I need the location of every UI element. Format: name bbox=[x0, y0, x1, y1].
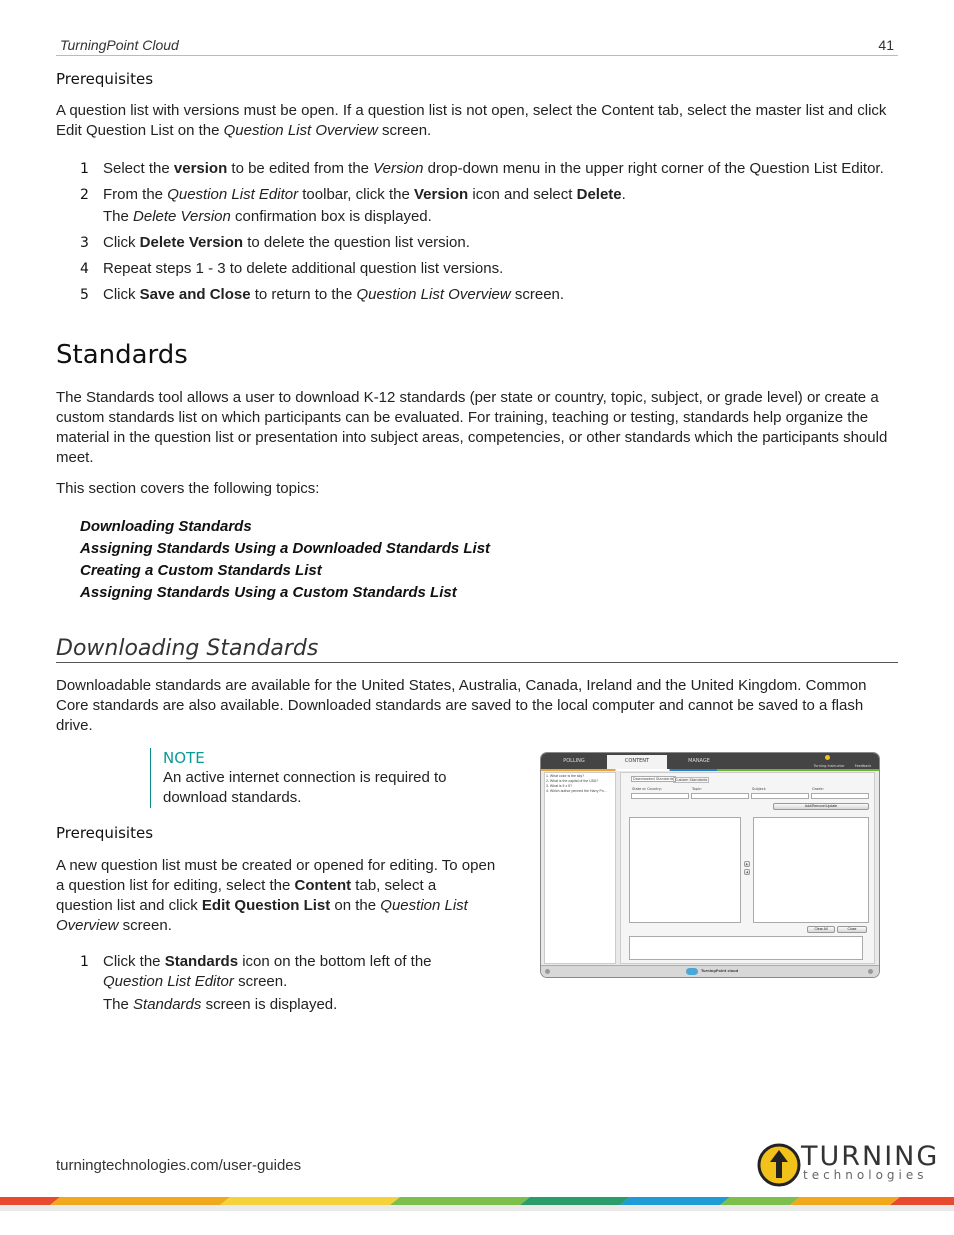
list-item: 4 Repeat steps 1 - 3 to delete additional question list versions. bbox=[80, 260, 504, 277]
list-item: 3 Click Delete Version to delete the question list version. bbox=[80, 234, 470, 251]
list-item: 4. Which author penned the Harry Po... bbox=[546, 789, 607, 793]
list-item: 1. What color is the sky? bbox=[546, 774, 585, 778]
list-item: 2 From the Question List Editor toolbar, click the Version icon and select Delete. The Delete Version confirmation box is displayed. bbox=[80, 186, 626, 225]
running-header-title: TurningPoint Cloud bbox=[60, 37, 179, 53]
delete-version-steps bbox=[80, 158, 900, 310]
topic-dropdown bbox=[691, 793, 749, 799]
tab-manage: MANAGE bbox=[688, 758, 710, 764]
topic-label: Topic: bbox=[692, 787, 702, 791]
state-country-dropdown bbox=[631, 793, 689, 799]
topic-link-assigning-custom[interactable]: Assigning Standards Using a Custom Standards List bbox=[80, 584, 457, 601]
arrow-right-icon: ▸ bbox=[744, 861, 750, 867]
prerequisites-heading-2: Prerequisites bbox=[56, 824, 154, 842]
settings-icon bbox=[545, 969, 550, 974]
prerequisites-heading: Prerequisites bbox=[56, 70, 154, 88]
prerequisites-paragraph: A question list with versions must be open. If a question list is not open, select the Content tab, select the master list and click Edit Question List on the Question List Overview screen. bbox=[56, 102, 887, 139]
note-title: NOTE bbox=[163, 749, 205, 767]
grade-label: Grade: bbox=[812, 787, 824, 791]
tab-custom-standards: Custom Standards bbox=[675, 778, 708, 782]
logo-mark-icon bbox=[757, 1140, 801, 1190]
footer-url: turningtechnologies.com/user-guides bbox=[56, 1157, 302, 1174]
header-divider bbox=[56, 55, 898, 56]
topics-list bbox=[80, 516, 490, 604]
question-list-panel bbox=[544, 772, 616, 964]
standards-panel bbox=[620, 772, 875, 964]
downloading-standards-heading: Downloading Standards bbox=[56, 636, 319, 661]
note-callout bbox=[150, 748, 483, 808]
topic-link-downloading[interactable]: Downloading Standards bbox=[80, 518, 252, 535]
standard-description-box bbox=[629, 936, 863, 960]
available-standards-list bbox=[629, 817, 741, 923]
arrow-left-icon: ◂ bbox=[744, 869, 750, 875]
selected-standards-list bbox=[753, 817, 869, 923]
logo-word-turning: TURNING bbox=[801, 1141, 940, 1172]
list-item: 2. What is the capital of the USA? bbox=[546, 779, 599, 783]
color-stripe bbox=[541, 769, 879, 771]
app-tab-bar bbox=[541, 753, 879, 769]
download-steps bbox=[80, 952, 460, 1019]
footer-color-band bbox=[0, 1193, 954, 1211]
list-item: 3. What is 5 x 5? bbox=[546, 784, 573, 788]
turning-instructor-label: Turning Instructor bbox=[813, 764, 845, 768]
section-covers-text: This section covers the following topics: bbox=[56, 480, 320, 497]
note-text: An active internet connection is required to download standards. bbox=[163, 769, 447, 806]
grade-dropdown bbox=[811, 793, 869, 799]
subject-dropdown bbox=[751, 793, 809, 799]
section-divider bbox=[56, 662, 898, 663]
state-country-label: State or Country: bbox=[632, 787, 662, 791]
standards-heading: Standards bbox=[56, 340, 188, 370]
turning-technologies-logo bbox=[757, 1140, 940, 1190]
downloading-intro: Downloadable standards are available for the United States, Australia, Canada, Ireland and the United Kingdom. Common Core standards are also available. Downloaded standards are saved to the local computer and cannot be saved to a flash drive. bbox=[56, 677, 867, 734]
page-number: 41 bbox=[878, 37, 894, 53]
topic-link-creating-custom[interactable]: Creating a Custom Standards List bbox=[80, 562, 322, 579]
tab-downloaded-standards: Downloaded Standards bbox=[633, 777, 674, 781]
cloud-icon bbox=[686, 968, 698, 975]
tab-polling: POLLING bbox=[563, 758, 585, 764]
list-item: 1 Click the Standards icon on the bottom left of the Question List Editor screen. The Standards screen is displayed. bbox=[80, 953, 432, 1013]
list-item: 5 Click Save and Close to return to the Question List Overview screen. bbox=[80, 286, 565, 303]
brand-label: TurningPoint cloud bbox=[701, 969, 739, 973]
app-status-bar bbox=[541, 965, 879, 978]
info-icon bbox=[868, 969, 873, 974]
topic-link-assigning-downloaded[interactable]: Assigning Standards Using a Downloaded Standards List bbox=[80, 540, 491, 557]
feedback-label: Feedback bbox=[854, 764, 872, 768]
add-remove-update-button: Add/Remove/Update bbox=[773, 803, 869, 810]
prerequisites-paragraph-2: A new question list must be created or opened for editing. To open a question list for editing, select the Content tab, select a question list and click Edit Question List on the Question List Overview screen. bbox=[56, 857, 496, 934]
standards-intro: The Standards tool allows a user to download K-12 standards (per state or country, topic, subject, or grade level) or create a custom standards list on which participants can be evaluated. For training, teaching or testing, standards help organize the material in the question list or presentation into subject areas, competencies, or other standards which the participants should meet. bbox=[56, 389, 888, 466]
close-button: Close bbox=[837, 926, 867, 933]
list-item: 1 Select the version to be edited from the Version drop-down menu in the upper right corner of the Question List Editor. bbox=[80, 160, 884, 177]
color-band-graphic bbox=[0, 1193, 954, 1211]
logo-word-technologies: technologies bbox=[803, 1168, 928, 1182]
clear-all-button: Clear All bbox=[807, 926, 835, 933]
standards-screen-screenshot bbox=[540, 752, 880, 978]
subject-label: Subject: bbox=[752, 787, 767, 791]
help-icon bbox=[825, 755, 830, 760]
tab-content: CONTENT bbox=[607, 755, 667, 769]
